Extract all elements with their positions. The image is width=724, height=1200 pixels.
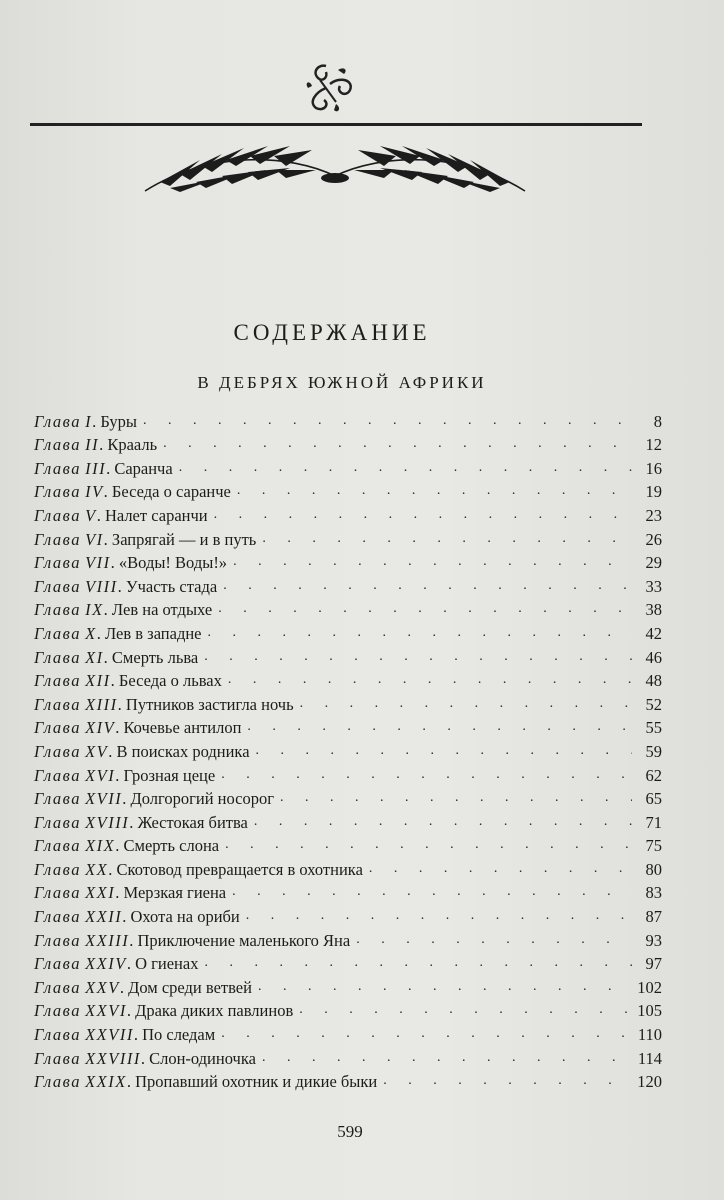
chapter-word: Глава — [34, 411, 81, 431]
chapter-title: Буры — [100, 411, 137, 431]
page-number: 599 — [337, 1122, 363, 1141]
chapter-number: XVI — [85, 765, 116, 785]
toc-entry — [34, 1045, 662, 1069]
chapter-title: Запрягай — и в путь — [111, 529, 257, 549]
chapter-number: XIX — [85, 836, 116, 856]
toc-entry-label: Глава XXVI. Драка диких павлинов — [34, 1001, 294, 1021]
dot-leader — [256, 741, 632, 761]
chapter-number: XIII — [85, 694, 118, 714]
chapter-page-number: 120 — [637, 1072, 662, 1092]
dot-leader — [237, 481, 632, 501]
toc-entry-label: Глава XV. В поисках родника — [34, 741, 250, 761]
chapter-title: «Воды! Воды!» — [118, 553, 228, 573]
chapter-word: Глава — [34, 435, 81, 455]
dot-leader — [179, 458, 632, 478]
toc-entry-label: Глава XXVII. По следам — [34, 1025, 216, 1045]
toc-entry-label: Глава X. Лев в западне — [34, 623, 202, 643]
toc-entry-label: Глава XXII. Охота на ориби — [34, 907, 240, 927]
toc-entry-label: Глава IX. Лев на отдыхе — [34, 600, 213, 620]
dot-leader — [233, 552, 632, 572]
chapter-word: Глава — [34, 694, 81, 714]
chapter-word: Глава — [34, 718, 81, 738]
chapter-title: Участь стада — [125, 576, 218, 596]
chapter-title: Лев в западне — [104, 623, 202, 643]
section-title: В ДЕБРЯХ ЮЖНОЙ АФРИКИ — [197, 373, 487, 392]
toc-entry — [34, 644, 662, 668]
chapter-number: XX — [85, 859, 109, 879]
chapter-number: XXIV — [85, 954, 127, 974]
chapter-word: Глава — [34, 553, 81, 573]
toc-entry-label: Глава I. Буры — [34, 411, 137, 431]
chapter-number: X — [85, 623, 97, 643]
chapter-word: Глава — [34, 482, 81, 502]
toc-entry — [34, 951, 662, 975]
toc-entry — [34, 597, 662, 621]
chapter-number: XVIII — [85, 812, 130, 832]
chapter-word: Глава — [34, 505, 81, 525]
dot-leader — [356, 930, 632, 950]
chapter-number: III — [85, 458, 107, 478]
chapter-page-number: 26 — [645, 529, 662, 549]
dot-leader — [163, 434, 632, 454]
toc-entry-label: Глава XVIII. Жестокая битва — [34, 812, 248, 832]
chapter-title: Саранча — [114, 458, 173, 478]
toc-entry — [34, 408, 662, 432]
chapter-word: Глава — [34, 458, 81, 478]
chapter-word: Глава — [34, 623, 81, 643]
chapter-number: II — [85, 435, 100, 455]
toc-entry-label: Глава V. Налет саранчи — [34, 505, 208, 525]
toc-entry — [34, 550, 662, 574]
chapter-title: Дом среди ветвей — [128, 977, 252, 997]
chapter-title: Беседа о львах — [118, 671, 222, 691]
toc-entry — [34, 620, 662, 644]
toc-entry — [34, 573, 662, 597]
dot-leader — [225, 835, 632, 855]
chapter-page-number: 97 — [645, 954, 662, 974]
dot-leader — [221, 765, 632, 785]
chapter-page-number: 87 — [645, 907, 662, 927]
toc-entry — [34, 833, 662, 857]
chapter-page-number: 59 — [645, 741, 662, 761]
chapter-word: Глава — [34, 789, 81, 809]
toc-entry — [34, 1069, 662, 1093]
dot-leader — [262, 1048, 632, 1068]
chapter-title: Скотовод превращается в охотника — [116, 859, 363, 879]
chapter-page-number: 55 — [645, 718, 662, 738]
chapter-page-number: 38 — [645, 600, 662, 620]
toc-entry-label: Глава XXI. Мерзкая гиена — [34, 883, 227, 903]
toc-entry — [34, 1021, 662, 1045]
dot-leader — [299, 1000, 632, 1020]
chapter-page-number: 52 — [645, 694, 662, 714]
toc-entry — [34, 455, 662, 479]
chapter-title: Жестокая битва — [137, 812, 248, 832]
dot-leader — [214, 505, 632, 525]
chapter-number: XVII — [85, 789, 123, 809]
chapter-title: О гиенах — [135, 954, 199, 974]
dot-leader — [143, 411, 632, 431]
chapter-title: Долгорогий носорог — [130, 789, 275, 809]
chapter-page-number: 83 — [645, 883, 662, 903]
chapter-page-number: 65 — [645, 789, 662, 809]
dot-leader — [223, 576, 632, 596]
chapter-number: V — [85, 505, 97, 525]
toc-entry-label: Глава XIX. Смерть слона — [34, 836, 220, 856]
chapter-title: Смерть льва — [111, 647, 199, 667]
chapter-number: XII — [85, 671, 111, 691]
chapter-number: XXVIII — [85, 1048, 141, 1068]
chapter-page-number: 46 — [645, 647, 662, 667]
chapter-word: Глава — [34, 1048, 81, 1068]
palm-wreath-ornament-icon — [140, 136, 530, 208]
toc-entry-label: Глава XXV. Дом среди ветвей — [34, 977, 252, 997]
chapter-word: Глава — [34, 671, 81, 691]
toc-entry-label: Глава XX. Скотовод превращается в охотника — [34, 859, 363, 879]
toc-entry-label: Глава XVII. Долгорогий носорог — [34, 789, 275, 809]
toc-entry-label: Глава VI. Запрягай — и в путь — [34, 529, 257, 549]
chapter-page-number: 62 — [645, 765, 662, 785]
chapter-title: Пропавший охотник и дикие быки — [135, 1072, 378, 1092]
chapter-page-number: 16 — [645, 458, 662, 478]
chapter-word: Глава — [34, 576, 81, 596]
chapter-title: Крааль — [107, 435, 158, 455]
toc-entry — [34, 903, 662, 927]
chapter-page-number: 93 — [645, 930, 662, 950]
chapter-word: Глава — [34, 954, 81, 974]
dot-leader — [258, 977, 632, 997]
chapter-number: XXIX — [85, 1072, 127, 1092]
flourish-ornament-icon — [296, 58, 360, 118]
chapter-number: XV — [85, 741, 109, 761]
toc-entry — [34, 715, 662, 739]
toc-entry — [34, 762, 662, 786]
table-of-contents — [34, 408, 662, 1092]
chapter-word: Глава — [34, 812, 81, 832]
chapter-word: Глава — [34, 600, 81, 620]
toc-entry — [34, 691, 662, 715]
chapter-page-number: 75 — [645, 836, 662, 856]
page-title: СОДЕРЖАНИЕ — [233, 320, 431, 345]
dot-leader — [228, 670, 632, 690]
chapter-title: Драка диких павлинов — [135, 1001, 294, 1021]
chapter-page-number: 8 — [653, 411, 662, 431]
toc-entry-label: Глава XXVIII. Слон-одиночка — [34, 1048, 256, 1068]
chapter-page-number: 19 — [645, 482, 662, 502]
dot-leader — [300, 694, 632, 714]
toc-entry-label: Глава III. Саранча — [34, 458, 173, 478]
chapter-word: Глава — [34, 907, 81, 927]
chapter-page-number: 42 — [645, 623, 662, 643]
chapter-word: Глава — [34, 859, 81, 879]
toc-entry — [34, 880, 662, 904]
chapter-page-number: 105 — [637, 1001, 662, 1021]
chapter-page-number: 23 — [645, 505, 662, 525]
toc-entry — [34, 502, 662, 526]
dot-leader — [262, 529, 632, 549]
chapter-number: XXIII — [85, 930, 130, 950]
toc-entry — [34, 856, 662, 880]
chapter-title: В поисках родника — [116, 741, 250, 761]
chapter-title: Слон-одиночка — [149, 1048, 256, 1068]
toc-entry-label: Глава XI. Смерть льва — [34, 647, 199, 667]
toc-entry-label: Глава VIII. Участь стада — [34, 576, 218, 596]
toc-entry — [34, 738, 662, 762]
dot-leader — [246, 906, 632, 926]
chapter-word: Глава — [34, 977, 81, 997]
chapter-title: Мерзкая гиена — [123, 883, 227, 903]
chapter-title: Охота на ориби — [130, 907, 240, 927]
chapter-title: Путников застигла ночь — [125, 694, 294, 714]
chapter-word: Глава — [34, 529, 81, 549]
chapter-number: XIV — [85, 718, 116, 738]
chapter-word: Глава — [34, 1072, 81, 1092]
dot-leader — [369, 859, 632, 879]
chapter-number: XXVI — [85, 1001, 127, 1021]
chapter-title: Смерть слона — [123, 836, 220, 856]
dot-leader — [247, 717, 632, 737]
dot-leader — [280, 788, 632, 808]
toc-entry — [34, 927, 662, 951]
toc-entry — [34, 809, 662, 833]
chapter-number: XXVII — [85, 1025, 134, 1045]
chapter-title: Грозная цеце — [123, 765, 216, 785]
chapter-page-number: 71 — [645, 812, 662, 832]
dot-leader — [204, 953, 632, 973]
chapter-title: Кочевье антилоп — [123, 718, 242, 738]
chapter-page-number: 48 — [645, 671, 662, 691]
chapter-title: Беседа о саранче — [111, 482, 231, 502]
chapter-number: IV — [85, 482, 104, 502]
chapter-number: XXV — [85, 977, 120, 997]
toc-entry-label: Глава XIII. Путников застигла ночь — [34, 694, 294, 714]
dot-leader — [218, 599, 632, 619]
chapter-page-number: 29 — [645, 553, 662, 573]
chapter-number: XXI — [85, 883, 116, 903]
chapter-number: VII — [85, 553, 111, 573]
toc-entry-label: Глава XXIV. О гиенах — [34, 954, 199, 974]
toc-entry-label: Глава IV. Беседа о саранче — [34, 482, 231, 502]
toc-entry-label: Глава XVI. Грозная цеце — [34, 765, 216, 785]
chapter-number: VI — [85, 529, 104, 549]
chapter-page-number: 102 — [637, 977, 662, 997]
chapter-number: IX — [85, 600, 104, 620]
toc-entry — [34, 526, 662, 550]
chapter-word: Глава — [34, 883, 81, 903]
chapter-word: Глава — [34, 647, 81, 667]
toc-entry-label: Глава XII. Беседа о львах — [34, 671, 222, 691]
chapter-page-number: 110 — [637, 1025, 662, 1045]
chapter-page-number: 80 — [645, 859, 662, 879]
chapter-word: Глава — [34, 1001, 81, 1021]
toc-entry — [34, 974, 662, 998]
chapter-number: XI — [85, 647, 104, 667]
chapter-number: XXII — [85, 907, 123, 927]
dot-leader — [254, 812, 632, 832]
dot-leader — [383, 1071, 632, 1091]
toc-entry — [34, 998, 662, 1022]
toc-entry — [34, 786, 662, 810]
chapter-word: Глава — [34, 930, 81, 950]
chapter-number: VIII — [85, 576, 118, 596]
horizontal-rule — [30, 123, 642, 126]
chapter-title: Налет саранчи — [104, 505, 208, 525]
chapter-word: Глава — [34, 765, 81, 785]
toc-entry-label: Глава XXIX. Пропавший охотник и дикие быки — [34, 1072, 378, 1092]
toc-entry — [34, 432, 662, 456]
chapter-word: Глава — [34, 741, 81, 761]
dot-leader — [204, 647, 632, 667]
toc-entry — [34, 479, 662, 503]
chapter-title: Приключение маленького Яна — [137, 930, 351, 950]
chapter-page-number: 33 — [645, 576, 662, 596]
chapter-word: Глава — [34, 1025, 81, 1045]
dot-leader — [221, 1024, 632, 1044]
chapter-title: По следам — [142, 1025, 216, 1045]
toc-entry-label: Глава XIV. Кочевье антилоп — [34, 718, 242, 738]
toc-entry — [34, 668, 662, 692]
toc-entry-label: Глава XXIII. Приключение маленького Яна — [34, 930, 351, 950]
chapter-page-number: 12 — [645, 435, 662, 455]
chapter-number: I — [85, 411, 93, 431]
chapter-word: Глава — [34, 836, 81, 856]
toc-entry-label: Глава II. Крааль — [34, 435, 158, 455]
dot-leader — [208, 623, 633, 643]
toc-entry-label: Глава VII. «Воды! Воды!» — [34, 553, 228, 573]
dot-leader — [232, 882, 632, 902]
chapter-title: Лев на отдыхе — [111, 600, 213, 620]
chapter-page-number: 114 — [637, 1048, 662, 1068]
